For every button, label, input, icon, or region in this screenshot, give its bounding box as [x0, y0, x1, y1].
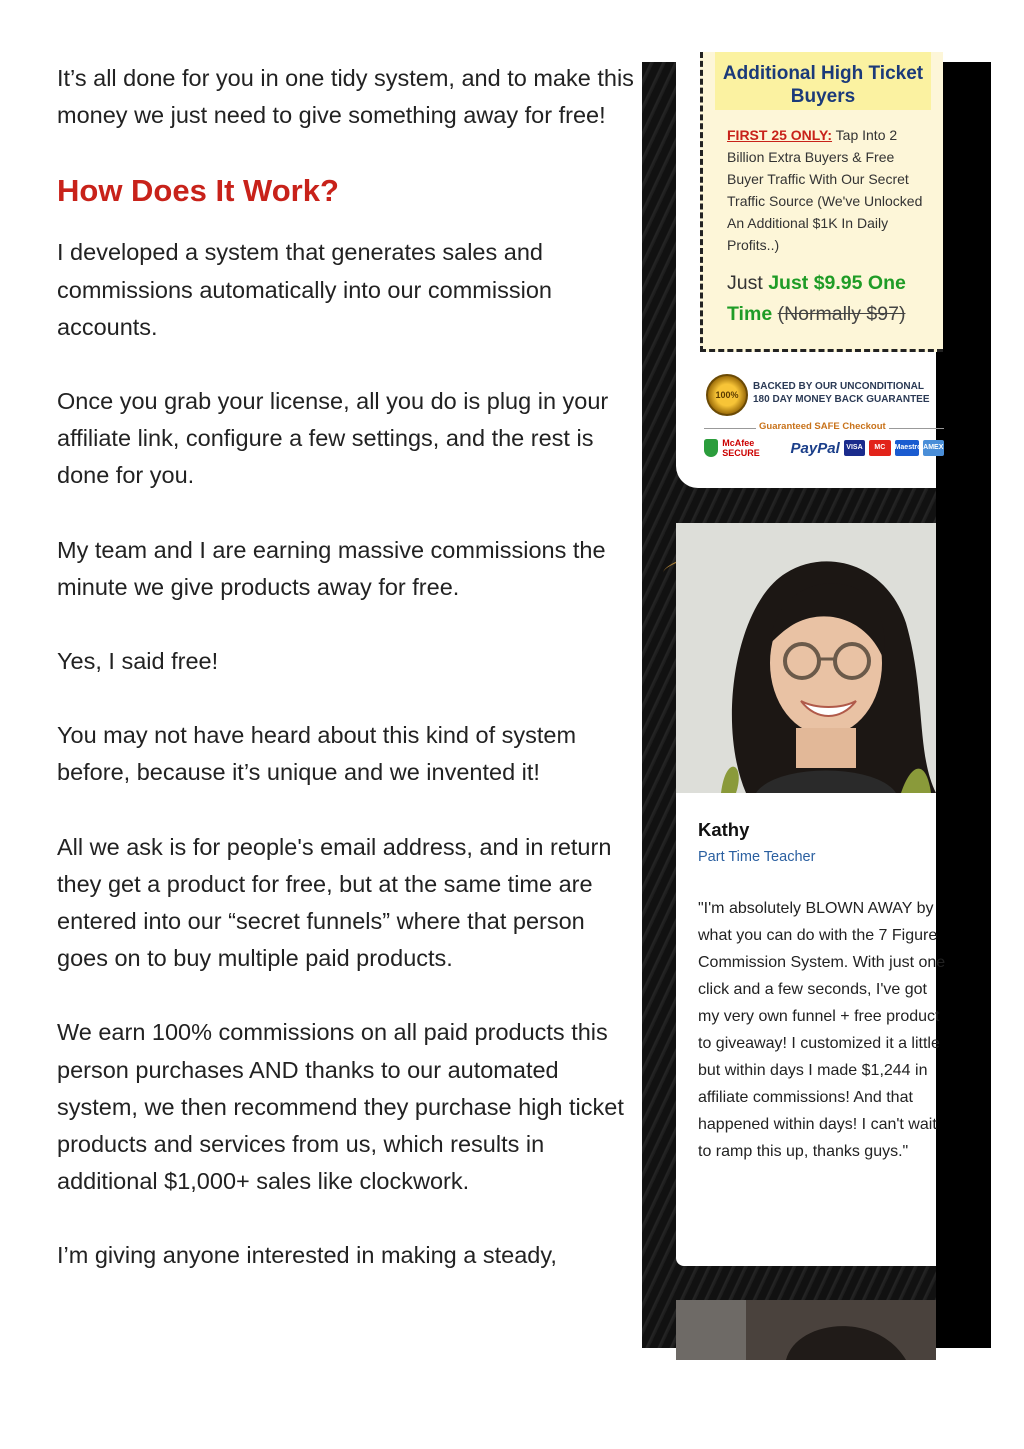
sidebar: [642, 62, 991, 1348]
amex-logo: AMEX: [923, 440, 944, 456]
article-paragraph: Once you grab your license, all you do is plug in your affiliate link, configure a few settings, and the rest is done for you.: [57, 388, 609, 489]
offer-price: [727, 268, 937, 330]
price-highlight: Just $9.95 One Time: [727, 272, 906, 325]
next-testimonial-photo: [676, 1300, 936, 1360]
article-paragraph: Yes, I said free!: [57, 648, 219, 675]
visa-logo: VISA: [844, 440, 865, 456]
offer-description: [727, 124, 927, 256]
offer-card: [676, 52, 944, 488]
maestro-logo: Maestro: [895, 440, 919, 456]
article-paragraph: My team and I are earning massive commissions the minute we give products away for free.: [57, 536, 606, 600]
section-heading: How Does It Work?: [57, 173, 339, 209]
safe-checkout: [704, 420, 944, 464]
article-paragraph: All we ask is for people's email address, and in return they get a product for free, but at the same time are entered into our “secret funnels” where that person goes on to buy multiple paid products.: [57, 833, 612, 972]
order-bump-box[interactable]: [700, 52, 943, 352]
safe-checkout-label: Guaranteed SAFE Checkout: [756, 421, 889, 432]
testimonial-quote: "I'm absolutely BLOWN AWAY by what you can do with the 7 Figure Commission System. With just one click and a few seconds, I've got my very own funnel + free product to giveaway! I customized it a little but within days I made $1,244 in affiliate commissions! And that happened within days! I can't wait to ramp this up, thanks guys.": [698, 900, 946, 1160]
offer-title: Additional High Ticket Buyers: [715, 52, 931, 110]
article-paragraph: It’s all done for you in one tidy system, and to make this money we just need to give something away for free!: [57, 65, 634, 129]
mastercard-logo: MC: [869, 440, 890, 456]
testimonial-name: Kathy: [698, 819, 750, 840]
testimonial-role: Part Time Teacher: [698, 849, 816, 865]
offer-body-text: Tap Into 2 Billion Extra Buyers & Free Buyer Traffic With Our Secret Traffic Source (We've Unlocked An Additional $1K In Daily Profits..): [727, 127, 923, 253]
guarantee-line-1: BACKED BY OUR UNCONDITIONAL: [753, 381, 924, 392]
price-prefix: Just: [727, 272, 763, 294]
seal-graphic: [708, 376, 746, 414]
portrait-illustration: [676, 523, 936, 793]
price-normal: (Normally $97): [777, 303, 906, 325]
paypal-logo: PayPal: [790, 439, 840, 457]
testimonial-card: [676, 523, 946, 1266]
next-portrait-illustration: [676, 1300, 936, 1360]
article-paragraph: We earn 100% commissions on all paid products this person purchases AND thanks to our automated system, we then recommend they purchase high ticket products and services from us, which results in additional $1,000+ sales like clockwork.: [57, 1019, 624, 1195]
testimonial-photo: [676, 523, 936, 793]
mcafee-logo: McAfee SECURE: [722, 438, 760, 458]
guarantee-line-2: 180 DAY MONEY BACK GUARANTEE: [753, 394, 930, 405]
article-paragraph: I’m giving anyone interested in making a steady,: [57, 1242, 557, 1269]
money-back-guarantee: [706, 374, 946, 414]
payment-logos: [704, 437, 944, 459]
security-shield-icon: [704, 439, 718, 457]
guarantee-text: [753, 380, 930, 406]
article-body: [57, 60, 637, 1312]
article-paragraph: You may not have heard about this kind of system before, because it’s unique and we invented it!: [57, 722, 577, 786]
guarantee-seal-icon: [706, 374, 748, 416]
article-paragraph: I developed a system that generates sales and commissions automatically into our commission accounts.: [57, 239, 552, 340]
seal-text: 100%: [715, 390, 739, 400]
first-25-label: FIRST 25 ONLY:: [727, 127, 833, 143]
